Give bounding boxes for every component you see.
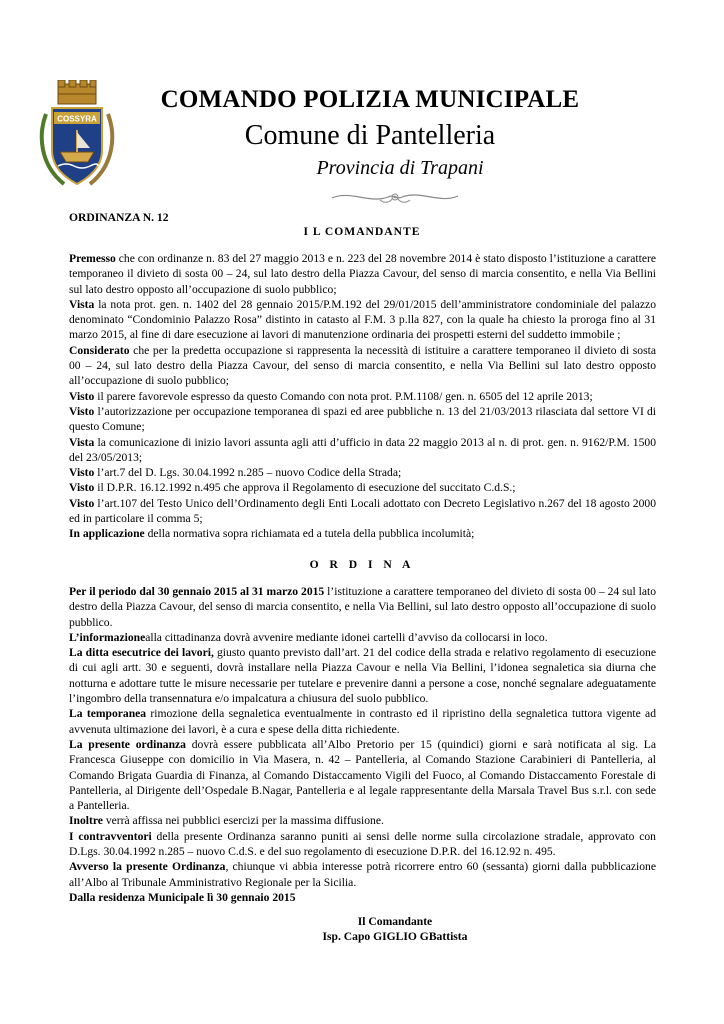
premise-lead: Visto xyxy=(69,389,95,403)
premise-lead: Visto xyxy=(69,404,95,418)
municipal-crest-logo xyxy=(36,80,118,192)
comandante-heading: I L COMANDANTE xyxy=(303,225,421,238)
order-date-line: Dalla residenza Municipale lì 30 gennaio 2015 xyxy=(69,890,296,904)
page-title: COMANDO POLIZIA MUNICIPALE xyxy=(160,86,580,113)
premise-lead: In applicazione xyxy=(69,527,145,541)
premise-text: il D.P.R. 16.12.1992 n.495 che approva il Regolamento di esecuzione del succitato C.d.S.; xyxy=(94,481,516,495)
comune-name: Comune di Pantelleria xyxy=(244,120,496,151)
order-lead: I contravventori xyxy=(69,829,152,843)
premise-paragraph xyxy=(69,297,656,343)
premise-paragraph xyxy=(69,251,656,297)
premise-paragraph xyxy=(69,343,656,389)
order-text: verrà affissa nei pubblici esercizi per la massima diffusione. xyxy=(102,814,384,828)
order-text: giusto quanto previsto dall’art. 21 del codice della strada e relativo regolamento di esecuzione di cui agli artt. 30 e seguenti, dovrà installare nella Piazza Cavour e nella Via Bellini, l’idonea segnaletica sia diurna che notturna e adottare tutte le misure necessarie per tutelare e prevenire danni a persone a cose, nonché segnalare adeguatamente l’ingombro della transennatura e/o impalcatura a chiusura del suolo pubblico. xyxy=(69,646,657,706)
order-lead: Inoltre xyxy=(69,814,103,828)
order-paragraph xyxy=(69,890,656,905)
order-lead: La ditta esecutrice dei lavori, xyxy=(69,646,214,660)
premise-lead: Visto xyxy=(69,466,95,480)
premise-text: della normativa sopra richiamata ed a tutela della pubblica incolumità; xyxy=(144,527,475,541)
premise-paragraph xyxy=(69,526,656,541)
premise-text: il parere favorevole espresso da questo Comando con nota prot. P.M.1108/ gen. n. 6505 del 12 aprile 2013; xyxy=(94,389,593,403)
premise-lead: Considerato xyxy=(69,343,130,357)
ordina-heading: O R D I N A xyxy=(309,558,415,571)
order-paragraph xyxy=(69,584,656,630)
order-text: della presente Ordinanza saranno puniti ai sensi delle norme sulla circolazione stradale, approvato con D.Lgs. 30.04.1992 n.285 – nuovo C.d.S. e del suo regolamento di esecuzione D.P.R. del 16.12.92 n. 495. xyxy=(69,829,656,859)
order-paragraph xyxy=(69,706,656,737)
decorative-divider-icon xyxy=(330,188,460,206)
premise-lead: Vista xyxy=(69,297,95,311)
signature-name: Isp. Capo GIGLIO GBattista xyxy=(322,930,468,943)
order-paragraph xyxy=(69,630,656,645)
premise-lead: Vista xyxy=(69,435,95,449)
order-lead: Avverso la presente Ordinanza xyxy=(69,860,226,874)
order-lead: Per il periodo dal 30 gennaio 2015 al 31 marzo 2015 xyxy=(69,585,325,598)
signature-block xyxy=(260,914,530,944)
order-paragraph xyxy=(69,859,656,890)
premise-text: che per la predetta occupazione si rappresenta la necessità di istituire a carattere temporaneo il divieto di sosta 00 – 24, sul lato destro della Piazza Cavour, del senso di marcia consentito, e nella Via Bellini sul lato destro opposto all’occupazione di suolo pubblico; xyxy=(69,343,656,388)
premise-paragraph xyxy=(69,496,656,527)
order-paragraph xyxy=(69,645,656,706)
premise-lead: Visto xyxy=(69,496,95,510)
premise-lead: Visto xyxy=(69,481,95,495)
signature-role: Il Comandante xyxy=(357,915,433,928)
order-text: dovrà essere pubblicata all’Albo Pretorio per 15 (quindici) giorni e sarà notificata al sig. La Francesca Giuseppe con domicilio in Via Masera, n. 42 – Pantelleria, al Comando Stazione Carabinieri di Pantelleria, al Comando Brigata Guardia di Finanza, al Comando Distaccamento Vigili del Fuoco, al Comando Distaccamento Forestale di Pantelleria, al Dirigente dell’Ospedale B.Nagar, Pantelleria e al legale rappresentante della Marsala Travel Bus s.r.l. con sede a Pantelleria. xyxy=(69,737,656,813)
premise-lead: Premesso xyxy=(69,252,116,265)
premise-text: l’autorizzazione per occupazione temporanea di spazi ed aree pubbliche n. 13 del 21/03/2013 rilasciata dal settore VI di questo Comune; xyxy=(69,404,656,434)
order-paragraph xyxy=(69,737,656,813)
order-lead: L’informazione xyxy=(69,630,146,644)
premise-text: l’art.107 del Testo Unico dell’Ordinamento degli Enti Locali adottato con Decreto Legislativo n.267 del 18 agosto 2000 ed in particolare il comma 5; xyxy=(69,496,656,526)
premise-text: l’art.7 del D. Lgs. 30.04.1992 n.285 – nuovo Codice della Strada; xyxy=(94,466,402,480)
crest-text: COSSYRA xyxy=(57,114,97,124)
order-paragraph xyxy=(69,829,656,860)
provincia-name: Provincia di Trapani xyxy=(316,157,484,179)
order-lead: La temporanea xyxy=(69,707,147,721)
premise-paragraph xyxy=(69,465,656,480)
order-paragraph xyxy=(69,813,656,828)
premise-paragraph xyxy=(69,389,656,404)
ordinanza-number: ORDINANZA N. 12 xyxy=(69,211,169,224)
premise-paragraph xyxy=(69,435,656,466)
premise-paragraph xyxy=(69,480,656,495)
premises-section xyxy=(69,251,656,542)
order-lead: La presente ordinanza xyxy=(69,737,186,751)
order-text: l’istituzione a carattere temporaneo del divieto di sosta 00 – 24 sul lato destro della Piazza Cavour, del senso di marcia consentito, e nella Via Bellini, sul lato destro opposto all’occupazione di suolo pubblico. xyxy=(69,585,656,629)
order-text: rimozione della segnaletica eventualmente in contrasto ed il ripristino della segnaletica tuttora vigente ad avvenuta ultimazione dei lavori, è a cura e spese della ditta richiedente. xyxy=(69,707,656,736)
order-text: , chiunque vi abbia interesse potrà ricorrere entro 60 (sessanta) giorni dalla pubblicazione all’Albo al Tribunale Amministrativo Regionale per la Sicilia. xyxy=(69,860,657,889)
premise-text: che con ordinanze n. 83 del 27 maggio 2013 e n. 223 del 28 novembre 2014 è stato disposto l’istituzione a carattere temporaneo il divieto di sosta 00 – 24, sul lato destro della Piazza Cavour, del senso di marcia consentito, e nella Via Bellini sul lato destro opposto all’occupazione di suolo pubblico; xyxy=(69,252,656,296)
premise-text: la comunicazione di inizio lavori assunta agli atti d’ufficio in data 22 maggio 2013 al n. di prot. gen. n. 9162/P.M. 1500 del 23/05/2013; xyxy=(69,435,656,464)
premise-paragraph xyxy=(69,404,656,435)
premise-text: la nota prot. gen. n. 1402 del 28 gennaio 2015/P.M.192 del 29/01/2015 dell’amministratore condominiale del palazzo denominato “Condominio Palazzo Rosa” distinto in catasto al F.M. 3 p.lla 827, con la quale ha chiesto la proroga fino al 31 marzo 2015, al fine di dare esecuzione ai lavori di manutenzione ordinaria dei prospetti esterni del suddetto immobile ; xyxy=(69,297,656,342)
order-text: alla cittadinanza dovrà avvenire mediante idonei cartelli d’avviso da collocarsi in loco. xyxy=(145,630,548,644)
orders-section xyxy=(69,584,656,905)
